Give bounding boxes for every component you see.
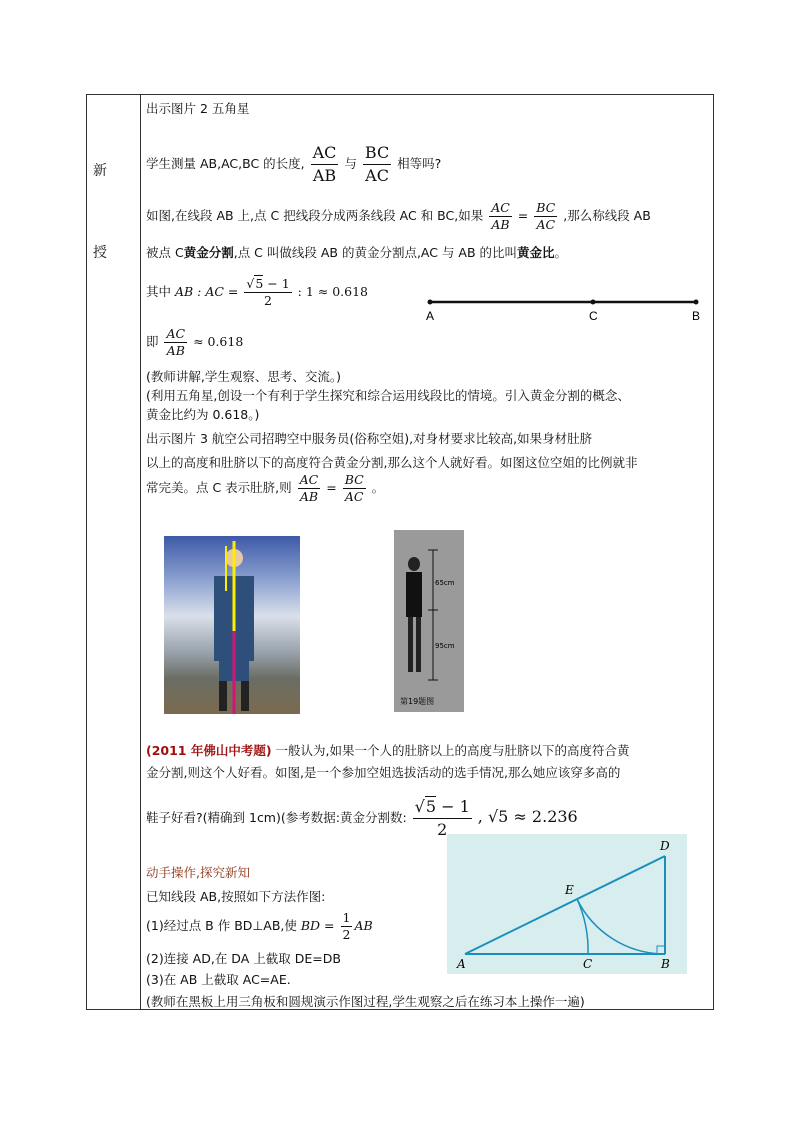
line-21: (教师在黑板上用三角板和圆规演示作图过程,学生观察之后在练习本上操作一遍) [146, 994, 585, 1009]
fraction-bc-ac: $\frac{BC}{AC}$ [364, 143, 390, 185]
line-19: (2)连接 AD,在 DA 上截取 DE=DB [146, 951, 341, 966]
line-18: (1)经过点 B 作 BD⊥AB,使 BD = $\frac{1}{2}$ AB [146, 910, 373, 942]
line-1: 出示图片 2 五角星 [146, 101, 250, 116]
line-20: (3)在 AB 上截取 AC=AE. [146, 972, 291, 987]
line-11: 以上的高度和肚脐以下的高度符合黄金分割,那么这个人就好看。如图这位空姐的比例就非 [146, 455, 638, 470]
fig-label-c: C [583, 957, 593, 971]
construction-figure [447, 834, 687, 974]
flight-attendant-photo [164, 536, 300, 714]
line-13: (2011 年佛山中考题) 一般认为,如果一个人的肚脐以上的高度与肚脐以下的高度符合黄 [146, 743, 630, 758]
line-12: 常完美。点 C 表示肚脐,则 $\frac{AC}{AB}$ = $\frac{BC}{AC}$ 。 [146, 472, 385, 504]
line-6: 即 $\frac{AC}{AB}$ ≈ 0.618 [146, 326, 244, 358]
measure-65: 65cm [435, 579, 455, 587]
line-15: 鞋子好看?(精确到 1cm)(参考数据:黄金分割数: $\frac{√5 - 1}{2}$ , √5 ≈ 2.236 [146, 797, 578, 839]
fraction-ac-ab: $\frac{AC}{AB}$ [312, 143, 337, 185]
side-label-1: 新 [93, 163, 107, 179]
measure-95: 95cm [435, 642, 455, 650]
line-4: 被点 C黄金分割,点 C 叫做线段 AB 的黄金分割点,AC 与 AB 的比叫黄金比。 [146, 245, 568, 260]
fig-label-e: E [565, 883, 574, 897]
fig-label-b: B [661, 957, 670, 971]
point-a-label: A [426, 309, 435, 323]
point-c-label: C [589, 309, 598, 323]
column-divider [140, 94, 141, 1010]
photo-caption: 第19题图 [400, 697, 435, 706]
side-label-2: 授 [93, 245, 107, 261]
line-7: (教师讲解,学生观察、思考、交流。) [146, 369, 341, 384]
point-b-label: B [692, 309, 701, 323]
line-17: 已知线段 AB,按照如下方法作图: [146, 889, 326, 904]
fig-label-a: A [457, 957, 466, 971]
segment-diagram [420, 292, 710, 324]
line-14: 金分割,则这个人好看。如图,是一个参加空姐选拔活动的选手情况,那么她应该穿多高的 [146, 765, 621, 780]
line-9: 黄金比约为 0.618。) [146, 407, 260, 422]
exam-source: (2011 年佛山中考题) [146, 743, 272, 758]
line-8: (利用五角星,创设一个有利于学生探究和综合运用线段比的情境。引入黄金分割的概念、 [146, 388, 630, 403]
line-2: 学生测量 AB,AC,BC 的长度, $\frac{AC}{AB}$ 与 $\frac{BC}{AC}$ 相等吗? [146, 143, 442, 185]
fig-label-d: D [660, 839, 670, 853]
line-5: 其中 AB : AC = $\frac{√5 - 1}{2}$ : 1 ≈ 0.618 [146, 276, 368, 308]
line-3: 如图,在线段 AB 上,点 C 把线段分成两条线段 AC 和 BC,如果 $\frac{AC}{AB}$ = $\frac{BC}{AC}$ ,那么称线段 AB [146, 200, 651, 232]
line-10: 出示图片 3 航空公司招聘空中服务员(俗称空姐),对身材要求比较高,如果身材肚脐 [146, 431, 593, 446]
line-2-text: 学生测量 AB,AC,BC 的长度, [146, 156, 305, 171]
line-16: 动手操作,探究新知 [146, 865, 250, 880]
height-photo [394, 530, 464, 712]
